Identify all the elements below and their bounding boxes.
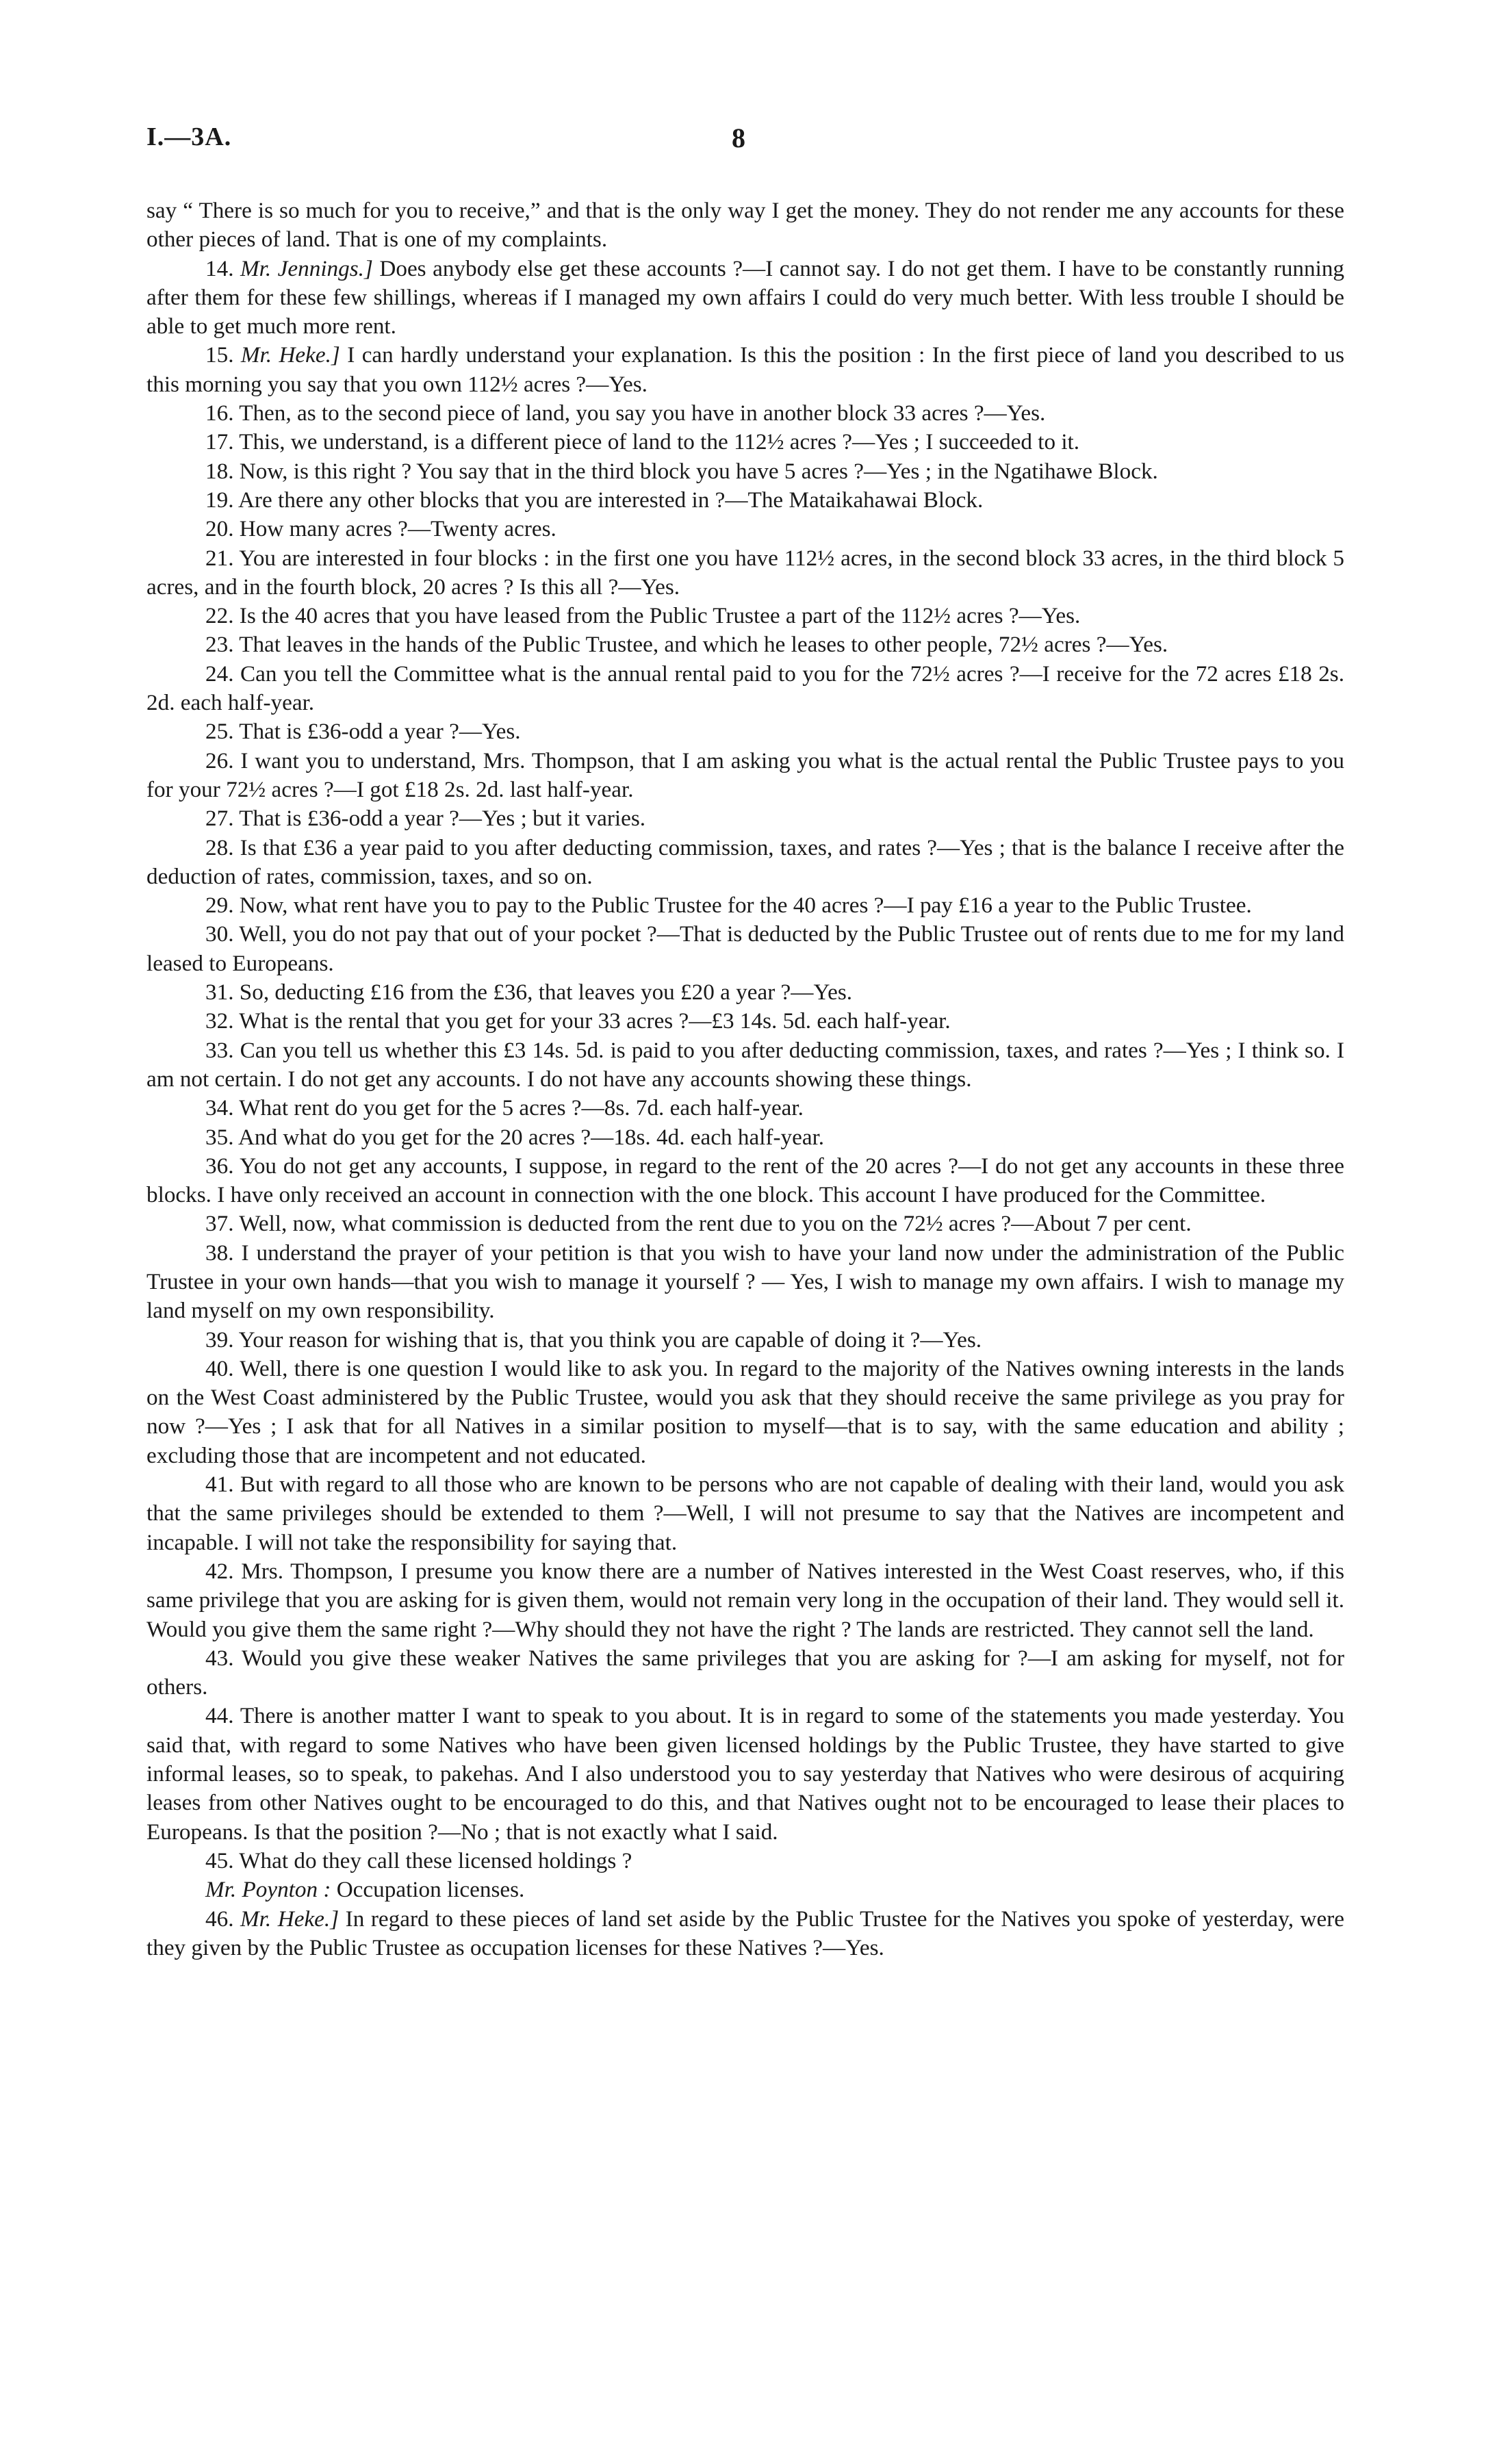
paragraph bbox=[146, 1123, 1344, 1152]
paragraph-text: Now, is this right ? You say that in the third block you have 5 acres ?—Yes ; in the Ngatihawe Block. bbox=[239, 458, 1158, 484]
paragraph-text: That is £36-odd a year ?—Yes ; but it varies. bbox=[239, 806, 646, 832]
paragraph-text: Can you tell us whether this £3 14s. 5d. is paid to you after deducting commission, taxes, and rates ?—Yes ; I think so. I am not certain. I do not get any accounts. I do not have any accounts showing these things. bbox=[146, 1037, 1344, 1092]
paragraph bbox=[146, 978, 1344, 1007]
question-number: 30. bbox=[205, 921, 234, 947]
speaker-name: Mr. Poynton : bbox=[205, 1877, 331, 1903]
page-number: 8 bbox=[732, 123, 745, 153]
question-number: 44. bbox=[205, 1703, 234, 1729]
paragraph bbox=[146, 1326, 1344, 1355]
question-number: 31. bbox=[205, 980, 234, 1006]
paragraph bbox=[146, 1847, 1344, 1875]
paragraph-text: Well, now, what commission is deducted from the rent due to you on the 72½ acres ?—About 7 per cent. bbox=[239, 1211, 1192, 1237]
paragraph-text: Is the 40 acres that you have leased from the Public Trustee a part of the 112½ acres ?—Yes. bbox=[239, 603, 1081, 629]
paragraph-text: That leaves in the hands of the Public Trustee, and which he leases to other people, 72½ acres ?—Yes. bbox=[239, 632, 1168, 658]
paragraph-text: Well, you do not pay that out of your pocket ?—That is deducted by the Public Trustee out of rents due to me for my land leased to Europeans. bbox=[146, 921, 1344, 976]
paragraph-text: Mrs. Thompson, I presume you know there are a number of Natives interested in the West Coast reserves, who, if this same privilege that you are asking for is given them, would not remain very long in the occupation of their land. They would sell it. Would you give them the same right ?—Why should they not have the right ? The lands are restricted. They cannot sell the land. bbox=[146, 1558, 1344, 1642]
question-number: 20. bbox=[205, 516, 234, 542]
paragraph bbox=[146, 602, 1344, 630]
paragraph bbox=[146, 1209, 1344, 1238]
paragraph-text: Would you give these weaker Natives the same privileges that you are asking for ?—I am asking for myself, not for others. bbox=[146, 1645, 1344, 1700]
page-header bbox=[146, 122, 1366, 163]
question-number: 17. bbox=[205, 429, 234, 455]
paragraph-text: There is another matter I want to speak to you about. It is in regard to some of the statements you made yesterday. You said that, with regard to some Natives who have been given licensed holdings by the Public Trustee, they have started to give informal leases, so to speak, to pakehas. And I also understood you to say yesterday that Natives who were desirous of acquiring leases from other Natives ought to be encouraged to do this, and that Natives ought not to be encouraged to lease their places to Europeans. Is that the position ?—No ; that is not exactly what I said. bbox=[146, 1703, 1344, 1845]
speaker-name: Mr. Heke.] bbox=[240, 342, 340, 368]
paragraph bbox=[146, 1152, 1344, 1210]
question-number: 19. bbox=[205, 487, 234, 513]
paragraph-text: So, deducting £16 from the £36, that leaves you £20 a year ?—Yes. bbox=[239, 980, 853, 1006]
question-number: 16. bbox=[205, 400, 234, 426]
paragraph-text: Then, as to the second piece of land, you say you have in another block 33 acres ?—Yes. bbox=[239, 400, 1046, 426]
question-number: 25. bbox=[205, 719, 234, 745]
paragraph bbox=[146, 399, 1344, 428]
question-number: 26. bbox=[205, 747, 234, 773]
document-body bbox=[146, 196, 1344, 1962]
paragraph bbox=[146, 1905, 1344, 1963]
paragraph-text: How many acres ?—Twenty acres. bbox=[239, 516, 556, 542]
paragraph-text: This, we understand, is a different piece of land to the 112½ acres ?—Yes ; I succeeded to it. bbox=[239, 429, 1080, 455]
question-number: 27. bbox=[205, 806, 234, 832]
question-number: 41. bbox=[205, 1472, 234, 1498]
document-reference: I.—3A. bbox=[146, 123, 232, 151]
question-number: 14. bbox=[205, 255, 234, 281]
paragraph bbox=[146, 717, 1344, 746]
paragraph-text: Is that £36 a year paid to you after deducting commission, taxes, and rates ?—Yes ; that is the balance I receive after the deduction of rates, commission, taxes, and so on. bbox=[146, 834, 1344, 889]
question-number: 24. bbox=[205, 661, 234, 687]
paragraph-text: Can you tell the Committee what is the annual rental paid to you for the 72½ acres ?—I receive for the 72 acres £18 2s. 2d. each half-year. bbox=[146, 661, 1345, 716]
paragraph bbox=[146, 1702, 1344, 1846]
question-number: 43. bbox=[205, 1645, 234, 1671]
paragraph bbox=[146, 1355, 1344, 1470]
question-number: 35. bbox=[205, 1124, 234, 1150]
paragraph-text: I understand the prayer of your petition is that you wish to have your land now under the administration of the Public Trustee in your own hands—that you wish to manage it yourself ? — Yes, I wish to manage my own affairs. I wish to manage my land myself on my own responsibility. bbox=[146, 1240, 1345, 1324]
paragraph-text: Does anybody else get these accounts ?—I cannot say. I do not get them. I have to be constantly running after them for these few shillings, whereas if I managed my own affairs I could do very much better. With less trouble I should be able to get much more rent. bbox=[146, 255, 1345, 340]
paragraph-text: And what do you get for the 20 acres ?—18s. 4d. each half-year. bbox=[238, 1124, 825, 1150]
question-number: 32. bbox=[205, 1008, 234, 1034]
paragraph-text: Well, there is one question I would like to ask you. In regard to the majority of the Natives owning interests in the lands on the West Coast administered by the Public Trustee, would you ask that they should receive the same privilege as you pray for now ?—Yes ; I ask that for all Natives in a similar position to myself—that is to say, with the same education and ability ; excluding those that are incompetent and not educated. bbox=[146, 1355, 1345, 1468]
speaker-name: Mr. Heke.] bbox=[240, 1906, 339, 1932]
paragraph bbox=[146, 196, 1344, 255]
paragraph bbox=[146, 1094, 1344, 1123]
question-number: 34. bbox=[205, 1095, 234, 1121]
question-number: 21. bbox=[205, 545, 234, 571]
question-number: 33. bbox=[205, 1037, 234, 1063]
paragraph bbox=[146, 544, 1344, 602]
paragraph-text: Now, what rent have you to pay to the Public Trustee for the 40 acres ?—I pay £16 a year to the Public Trustee. bbox=[239, 893, 1252, 919]
paragraph-text: I can hardly understand your explanation. Is this the position : In the first piece of land you described to us this morning you say that you own 112½ acres ?—Yes. bbox=[146, 342, 1344, 397]
paragraph bbox=[146, 457, 1344, 486]
question-number: 15. bbox=[205, 342, 234, 368]
paragraph-text: What rent do you get for the 5 acres ?—8s. 7d. each half-year. bbox=[239, 1095, 804, 1121]
paragraph bbox=[146, 891, 1344, 920]
paragraph bbox=[146, 515, 1344, 543]
question-number: 37. bbox=[205, 1211, 234, 1237]
speaker-name: Mr. Jennings.] bbox=[240, 255, 373, 281]
paragraph bbox=[146, 341, 1344, 399]
paragraph-text: say “ There is so much for you to receive,” and that is the only way I get the money. They do not render me any accounts for these other pieces of land. That is one of my complaints. bbox=[146, 198, 1344, 253]
paragraph-text: That is £36-odd a year ?—Yes. bbox=[239, 719, 521, 745]
question-number: 45. bbox=[205, 1847, 234, 1873]
paragraph bbox=[146, 804, 1344, 833]
paragraph bbox=[146, 1239, 1344, 1326]
question-number: 23. bbox=[205, 632, 234, 658]
question-number: 42. bbox=[205, 1558, 234, 1584]
paragraph-text: What do they call these licensed holdings ? bbox=[239, 1847, 632, 1873]
paragraph-text: You are interested in four blocks : in the first one you have 112½ acres, in the second block 33 acres, in the third block 5 acres, and in the fourth block, 20 acres ? Is this all ?—Yes. bbox=[146, 545, 1344, 600]
paragraph bbox=[146, 747, 1344, 805]
paragraph bbox=[146, 1036, 1344, 1094]
paragraph-text: What is the rental that you get for your 33 acres ?—£3 14s. 5d. each half-year. bbox=[239, 1008, 951, 1034]
paragraph-text: Are there any other blocks that you are interested in ?—The Mataikahawai Block. bbox=[238, 487, 984, 513]
paragraph bbox=[146, 920, 1344, 978]
question-number: 38. bbox=[205, 1240, 234, 1266]
paragraph-text: Your reason for wishing that is, that you think you are capable of doing it ?—Yes. bbox=[238, 1327, 982, 1353]
paragraph-text: I want you to understand, Mrs. Thompson, that I am asking you what is the actual rental the Public Trustee pays to you for your 72½ acres ?—I got £18 2s. 2d. last half-year. bbox=[146, 747, 1344, 802]
paragraph bbox=[146, 834, 1344, 892]
paragraph-text: You do not get any accounts, I suppose, in regard to the rent of the 20 acres ?—I do not get any accounts in these three blocks. I have only received an account in connection with the one block. This account I have produced for the Committee. bbox=[146, 1153, 1344, 1208]
paragraph bbox=[146, 1470, 1344, 1557]
paragraph bbox=[146, 1007, 1344, 1036]
question-number: 40. bbox=[205, 1355, 234, 1381]
paragraph-text: But with regard to all those who are known to be persons who are not capable of dealing with their land, would you ask that the same privileges should be extended to them ?—Well, I will not presume to say that the Natives are incompetent and incapable. I will not take the responsibility for saying that. bbox=[146, 1472, 1345, 1555]
paragraph bbox=[146, 486, 1344, 515]
paragraph bbox=[146, 1557, 1344, 1644]
question-number: 36. bbox=[205, 1153, 234, 1179]
question-number: 46. bbox=[205, 1906, 234, 1932]
paragraph bbox=[146, 1644, 1344, 1702]
paragraph bbox=[146, 630, 1344, 659]
question-number: 29. bbox=[205, 893, 234, 919]
paragraph-text: Occupation licenses. bbox=[331, 1877, 525, 1903]
paragraph bbox=[146, 255, 1344, 342]
question-number: 22. bbox=[205, 603, 234, 629]
paragraph bbox=[146, 660, 1344, 718]
question-number: 39. bbox=[205, 1327, 234, 1353]
question-number: 28. bbox=[205, 834, 234, 860]
paragraph bbox=[146, 428, 1344, 457]
paragraph-text: In regard to these pieces of land set aside by the Public Trustee for the Natives you spoke of yesterday, were they given by the Public Trustee as occupation licenses for these Natives ?—Yes. bbox=[146, 1906, 1345, 1960]
question-number: 18. bbox=[205, 458, 234, 484]
paragraph bbox=[146, 1875, 1344, 1904]
